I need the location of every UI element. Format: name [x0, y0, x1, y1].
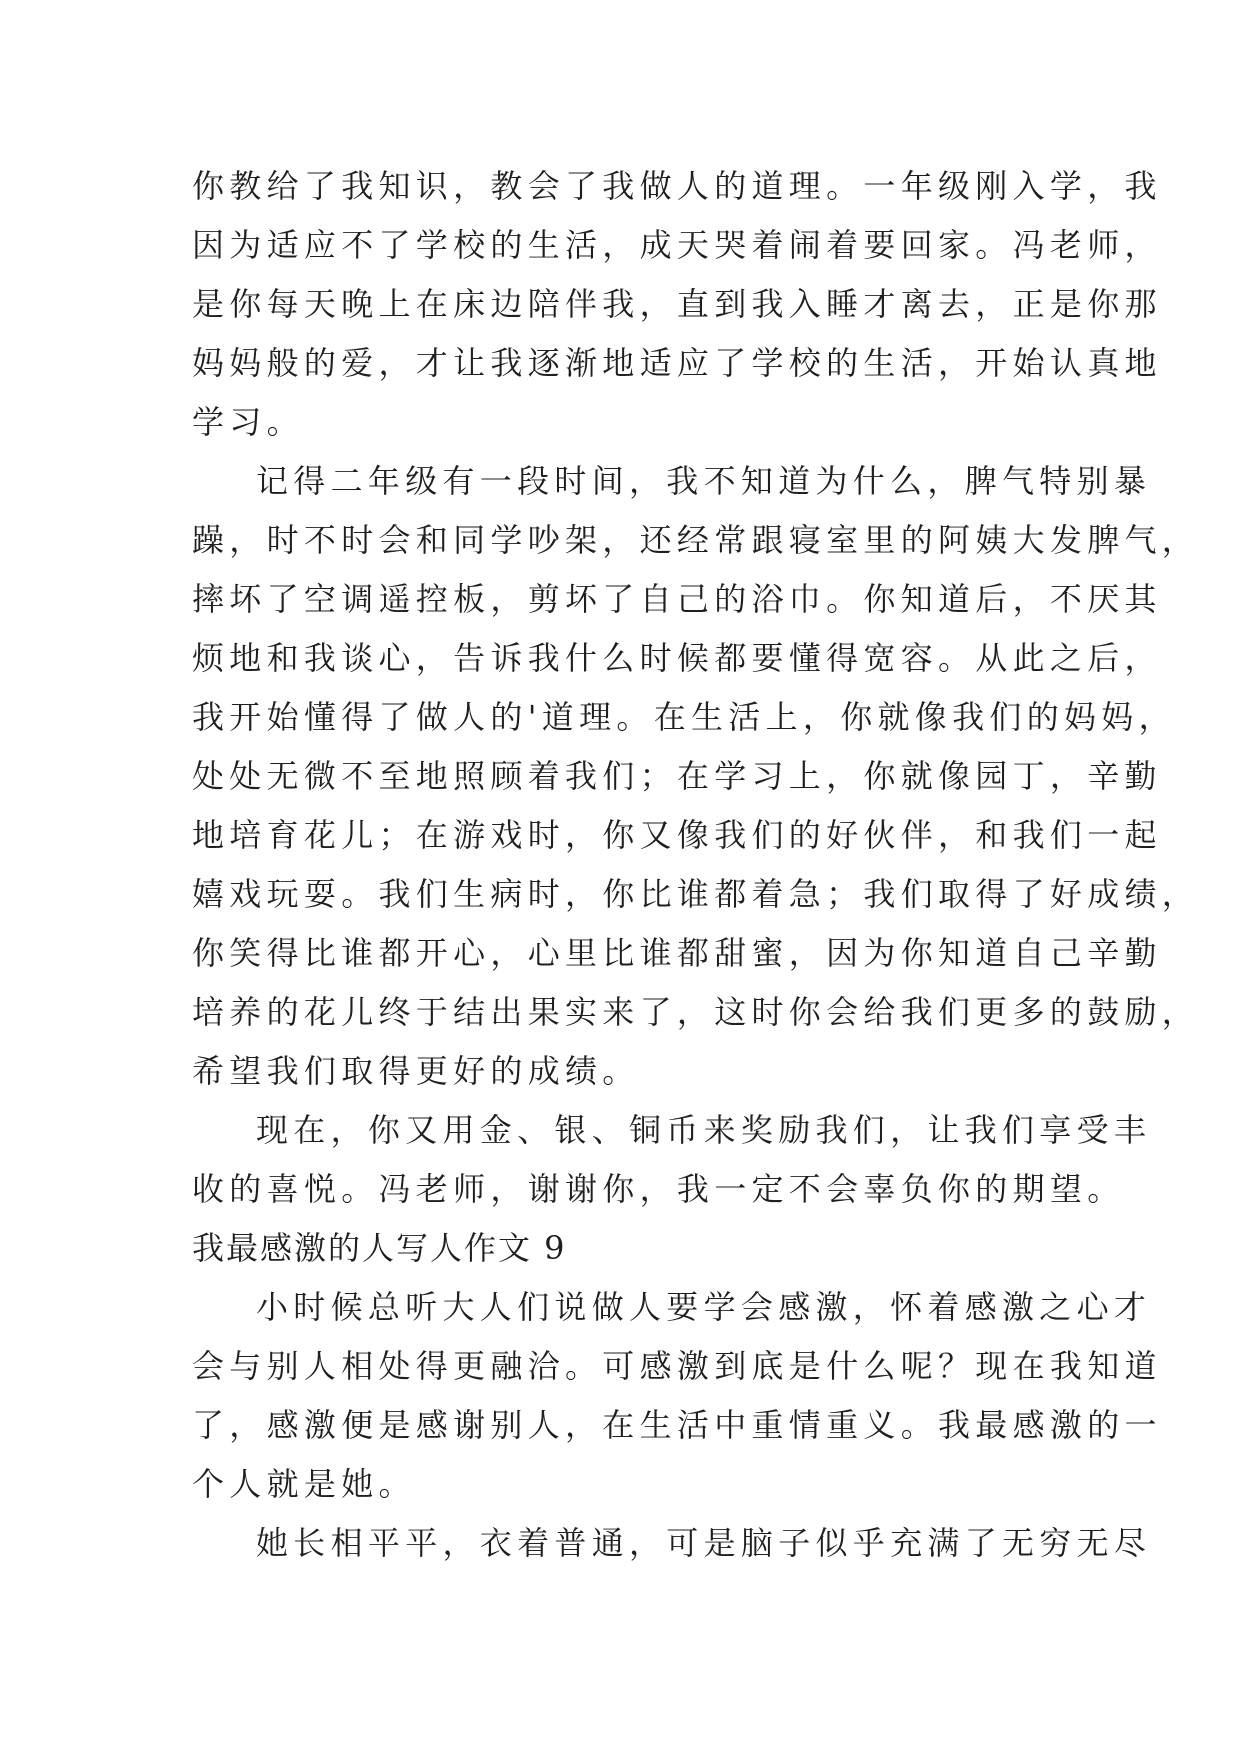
text-line: 我开始懂得了做人的'道理。在生活上，你就像我们的妈妈，: [192, 698, 1176, 736]
text-line: 嬉戏玩耍。我们生病时，你比谁都着急；我们取得了好成绩，: [192, 875, 1200, 913]
text-line: 躁，时不时会和同学吵架，还经常跟寝室里的阿姨大发脾气，: [192, 521, 1200, 559]
text-line: 摔坏了空调遥控板，剪坏了自己的浴巾。你知道后，不厌其: [192, 580, 1162, 618]
text-line: 了，感激便是感谢别人，在生活中重情重义。我最感激的一: [192, 1406, 1162, 1444]
text-line: 处处无微不至地照顾着我们；在学习上，你就像园丁，辛勤: [192, 757, 1162, 795]
text-line: 收的喜悦。冯老师，谢谢你，我一定不会辜负你的期望。: [192, 1170, 1125, 1208]
text-line: 是你每天晚上在床边陪伴我，直到我入睡才离去，正是你那: [192, 285, 1162, 323]
text-line: 因为适应不了学校的生活，成天哭着闹着要回家。冯老师，: [192, 226, 1162, 264]
text-line: 会与别人相处得更融洽。可感激到底是什么呢？现在我知道: [192, 1347, 1162, 1385]
paragraph-first-line: 记得二年级有一段时间，我不知道为什么，脾气特别暴: [256, 462, 1152, 500]
text-line: 地培育花儿；在游戏时，你又像我们的好伙伴，和我们一起: [192, 816, 1162, 854]
text-line: 你教给了我知识，教会了我做人的道理。一年级刚入学，我: [192, 167, 1162, 205]
text-line: 妈妈般的爱，才让我逐渐地适应了学校的生活，开始认真地: [192, 344, 1162, 382]
text-line: 烦地和我谈心，告诉我什么时候都要懂得宽容。从此之后，: [192, 639, 1162, 677]
section-heading: 我最感激的人写人作文 9: [192, 1229, 567, 1267]
document-body: [192, 157, 1200, 1573]
paragraph-first-line: 现在，你又用金、银、铜币来奖励我们，让我们享受丰: [256, 1111, 1152, 1149]
paragraph-first-line: 小时候总听大人们说做人要学会感激，怀着感激之心才: [256, 1288, 1152, 1326]
paragraph-first-line: 她长相平平，衣着普通，可是脑子似乎充满了无穷无尽: [256, 1524, 1152, 1562]
text-line: 个人就是她。: [192, 1465, 416, 1503]
text-line: 希望我们取得更好的成绩。: [192, 1052, 640, 1090]
text-line: 学习。: [192, 403, 304, 441]
text-line: 培养的花儿终于结出果实来了，这时你会给我们更多的鼓励，: [192, 993, 1200, 1031]
text-line: 你笑得比谁都开心，心里比谁都甜蜜，因为你知道自己辛勤: [192, 934, 1162, 972]
